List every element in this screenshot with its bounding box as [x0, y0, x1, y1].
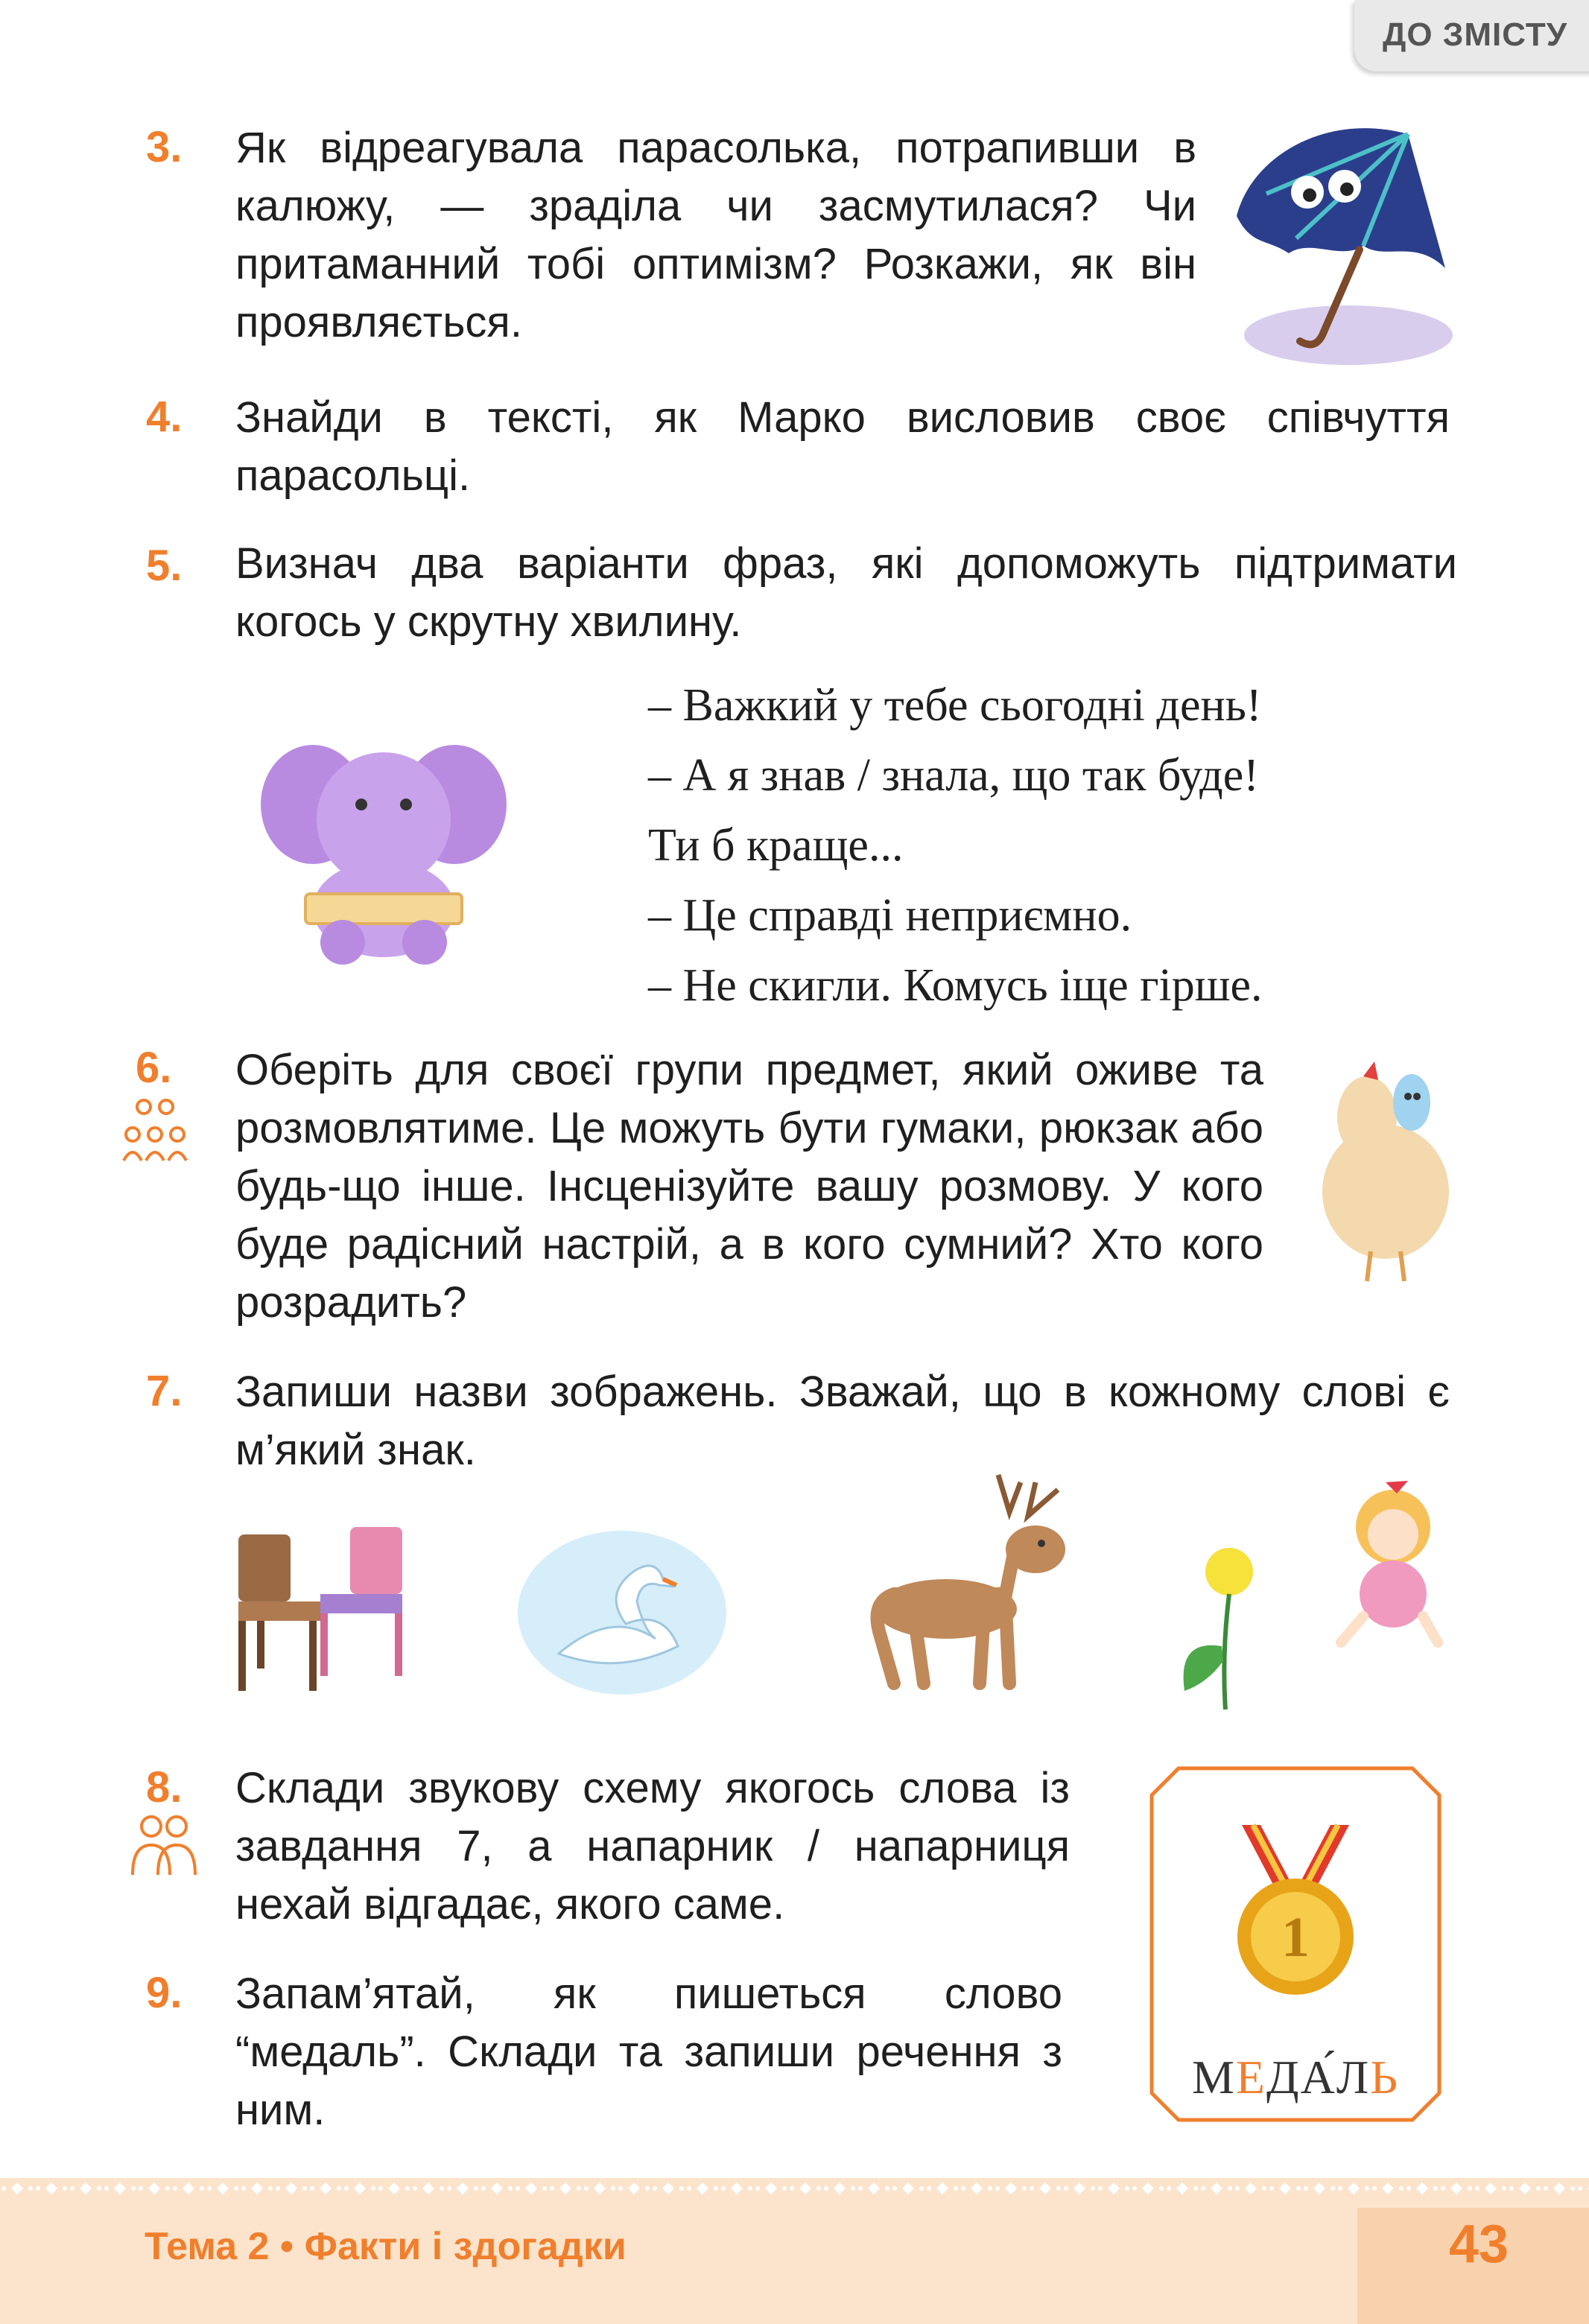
doll-illustration — [1326, 1467, 1453, 1654]
toc-label: ДО ЗМІСТУ — [1383, 16, 1568, 53]
dandelion-illustration — [1170, 1542, 1274, 1713]
task-8-text: Склади звукову схему якогось слова із завдання 7, а напарник / напарниця нехай відгадає, якого саме. — [235, 1764, 1070, 1928]
task-4-text: Знайди в тексті, як Марко висловив своє співчуття парасольці. — [235, 393, 1450, 500]
medal-number: 1 — [1281, 1906, 1310, 1969]
task-7-number: 7. — [146, 1367, 183, 1415]
page-number: 43 — [1449, 2215, 1509, 2274]
swan-illustration — [514, 1527, 730, 1698]
hen-illustration — [1304, 1050, 1453, 1289]
task-4-number: 4. — [146, 393, 183, 441]
pair-icon — [127, 1812, 201, 1880]
task-3-text: Як відреагувала парасолька, потрапивши в калюжу, — зраділа чи засмутилася? Чи притаманний тобі оптимізм? Розкажи, як він проявляється. — [235, 124, 1196, 346]
group-icon — [118, 1093, 192, 1168]
phrase: Ти б краще... — [648, 820, 904, 871]
task-7-text: Запиши назви зображень. Зважай, що в кожному слові є м’який знак. — [235, 1368, 1450, 1474]
phrase: – А я знав / знала, що так буде! — [648, 750, 1259, 801]
umbrella-illustration — [1222, 112, 1453, 372]
support-phrases — [648, 670, 1438, 1020]
deer-illustration — [849, 1460, 1095, 1706]
task-8-number: 8. — [146, 1763, 183, 1812]
task-6-number: 6. — [136, 1044, 172, 1092]
chairs-illustration — [231, 1520, 417, 1698]
phrase: – Важкий у тебе сьогодні день! — [648, 680, 1262, 731]
task-5-text: Визнач два варіанти фраз, які допоможуть підтримати когось у скрутну хвилину. — [235, 539, 1457, 646]
task-9-text: Запам’ятай, як пишеться слово “медаль”. Склади та запиши речення з ним. — [235, 1969, 1062, 2134]
highlighted-soft-sign: Ь — [1370, 2051, 1400, 2104]
task-5-number: 5. — [146, 542, 183, 590]
phrase: – Не скигли. Комусь іще гірше. — [648, 960, 1263, 1011]
phrase: – Це справді неприємно. — [648, 890, 1132, 941]
page-footer — [0, 2178, 1589, 2324]
highlighted-vowel: Е — [1235, 2051, 1266, 2104]
toc-link[interactable] — [1354, 0, 1589, 72]
task-6-text: Оберіть для своєї групи предмет, який оживе та розмовлятиме. Це можуть бути гумаки, рюкзак або будь-що інше. Інсценізуйте вашу розмову. У кого буде радісний настрій, а в кого сумний? Хто кого розрадить? — [235, 1046, 1263, 1327]
task-3-number: 3. — [146, 123, 183, 171]
section-title: Тема 2 • Факти і здогадки — [145, 2225, 627, 2268]
medal-word: МЕДА́ЛЬ — [1191, 2051, 1400, 2104]
task-9-number: 9. — [146, 1969, 183, 2017]
ornament-border — [0, 2178, 1589, 2208]
elephant-illustration — [261, 737, 507, 968]
